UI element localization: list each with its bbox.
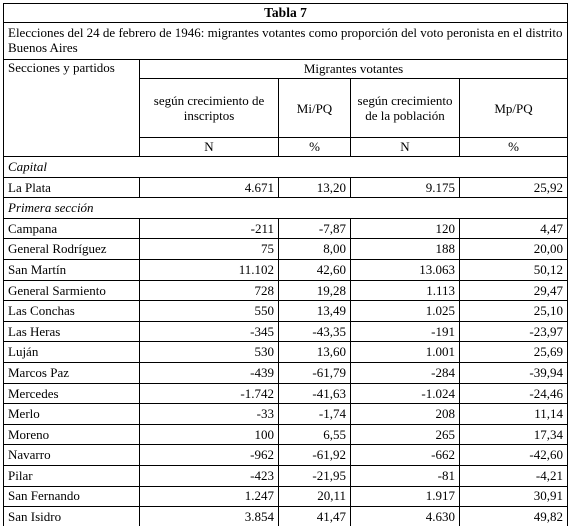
district-name: Mercedes [4, 383, 140, 404]
district-name: Las Heras [4, 321, 140, 342]
district-name: San Isidro [4, 507, 140, 526]
value-cell: 50,12 [460, 259, 568, 280]
table-row [4, 362, 568, 383]
value-cell: 6,55 [279, 424, 351, 445]
value-cell: 1.001 [351, 342, 460, 363]
value-cell: 1.113 [351, 280, 460, 301]
value-cell: 120 [351, 218, 460, 239]
value-cell: 728 [140, 280, 279, 301]
value-cell: -24,46 [460, 383, 568, 404]
table-row [4, 424, 568, 445]
section-row [4, 198, 568, 219]
value-cell: -61,92 [279, 445, 351, 466]
data-table [3, 3, 568, 526]
table-row [4, 342, 568, 363]
value-cell: 13,60 [279, 342, 351, 363]
district-name: Navarro [4, 445, 140, 466]
value-cell: 75 [140, 239, 279, 260]
table-row [4, 321, 568, 342]
value-cell: -81 [351, 465, 460, 486]
value-cell: 25,69 [460, 342, 568, 363]
district-name: Pilar [4, 465, 140, 486]
column-header: según crecimiento de la población [351, 79, 460, 138]
value-cell: 9.175 [351, 177, 460, 198]
value-cell: 42,60 [279, 259, 351, 280]
value-cell: 13,20 [279, 177, 351, 198]
section-label: Capital [4, 157, 140, 178]
value-cell: -662 [351, 445, 460, 466]
value-cell: 11.102 [140, 259, 279, 280]
section-row [4, 157, 568, 178]
value-cell: -439 [140, 362, 279, 383]
value-cell: 1.247 [140, 486, 279, 507]
district-name: General Rodríguez [4, 239, 140, 260]
table-row [4, 280, 568, 301]
section-label: Primera sección [4, 198, 140, 219]
value-cell: -33 [140, 404, 279, 425]
district-name: Las Conchas [4, 301, 140, 322]
value-cell: 1.025 [351, 301, 460, 322]
value-cell: 100 [140, 424, 279, 445]
value-cell: 19,28 [279, 280, 351, 301]
value-cell: 530 [140, 342, 279, 363]
table-row [4, 465, 568, 486]
district-name: Merlo [4, 404, 140, 425]
table-row [4, 486, 568, 507]
value-cell: 4,47 [460, 218, 568, 239]
district-name: General Sarmiento [4, 280, 140, 301]
value-cell: -41,63 [279, 383, 351, 404]
column-header: según crecimiento de inscriptos [140, 79, 279, 138]
value-cell: 20,00 [460, 239, 568, 260]
value-cell: 49,82 [460, 507, 568, 526]
table-row [4, 239, 568, 260]
value-cell: 11,14 [460, 404, 568, 425]
value-cell: -42,60 [460, 445, 568, 466]
unit-header: N [140, 138, 279, 157]
value-cell: -4,21 [460, 465, 568, 486]
value-cell: 25,10 [460, 301, 568, 322]
district-name: Campana [4, 218, 140, 239]
value-cell: -345 [140, 321, 279, 342]
value-cell: -1.024 [351, 383, 460, 404]
district-name: San Fernando [4, 486, 140, 507]
value-cell: -21,95 [279, 465, 351, 486]
table-row [4, 177, 568, 198]
table-row [4, 259, 568, 280]
section-spacer [140, 157, 568, 178]
value-cell: -191 [351, 321, 460, 342]
value-cell: -423 [140, 465, 279, 486]
value-cell: 208 [351, 404, 460, 425]
value-cell: 4.671 [140, 177, 279, 198]
district-name: Marcos Paz [4, 362, 140, 383]
value-cell: 13.063 [351, 259, 460, 280]
section-spacer [140, 198, 568, 219]
value-cell: 29,47 [460, 280, 568, 301]
value-cell: 17,34 [460, 424, 568, 445]
value-cell: -39,94 [460, 362, 568, 383]
value-cell: -1.742 [140, 383, 279, 404]
row-header: Secciones y partidos [4, 60, 140, 157]
district-name: San Martín [4, 259, 140, 280]
district-name: Moreno [4, 424, 140, 445]
value-cell: 1.917 [351, 486, 460, 507]
value-cell: -962 [140, 445, 279, 466]
unit-header: % [279, 138, 351, 157]
table-row [4, 301, 568, 322]
table-row [4, 445, 568, 466]
district-name: Luján [4, 342, 140, 363]
value-cell: -284 [351, 362, 460, 383]
value-cell: 30,91 [460, 486, 568, 507]
value-cell: 8,00 [279, 239, 351, 260]
value-cell: -7,87 [279, 218, 351, 239]
value-cell: 25,92 [460, 177, 568, 198]
group-header: Migrantes votantes [140, 60, 568, 79]
column-header: Mp/PQ [460, 79, 568, 138]
value-cell: 4.630 [351, 507, 460, 526]
table-row [4, 383, 568, 404]
table-row [4, 218, 568, 239]
value-cell: 265 [351, 424, 460, 445]
unit-header: N [351, 138, 460, 157]
table-row [4, 507, 568, 526]
unit-header: % [460, 138, 568, 157]
value-cell: -1,74 [279, 404, 351, 425]
value-cell: 41,47 [279, 507, 351, 526]
table-body [4, 157, 568, 526]
value-cell: 550 [140, 301, 279, 322]
value-cell: 3.854 [140, 507, 279, 526]
table-description: Elecciones del 24 de febrero de 1946: migrantes votantes como proporción del voto peronista en el distrito Buenos Aires [4, 23, 568, 60]
value-cell: -211 [140, 218, 279, 239]
table-row [4, 404, 568, 425]
value-cell: -61,79 [279, 362, 351, 383]
value-cell: 20,11 [279, 486, 351, 507]
value-cell: 13,49 [279, 301, 351, 322]
district-name: La Plata [4, 177, 140, 198]
value-cell: -43,35 [279, 321, 351, 342]
value-cell: 188 [351, 239, 460, 260]
table-title: Tabla 7 [4, 4, 568, 23]
column-header: Mi/PQ [279, 79, 351, 138]
value-cell: -23,97 [460, 321, 568, 342]
